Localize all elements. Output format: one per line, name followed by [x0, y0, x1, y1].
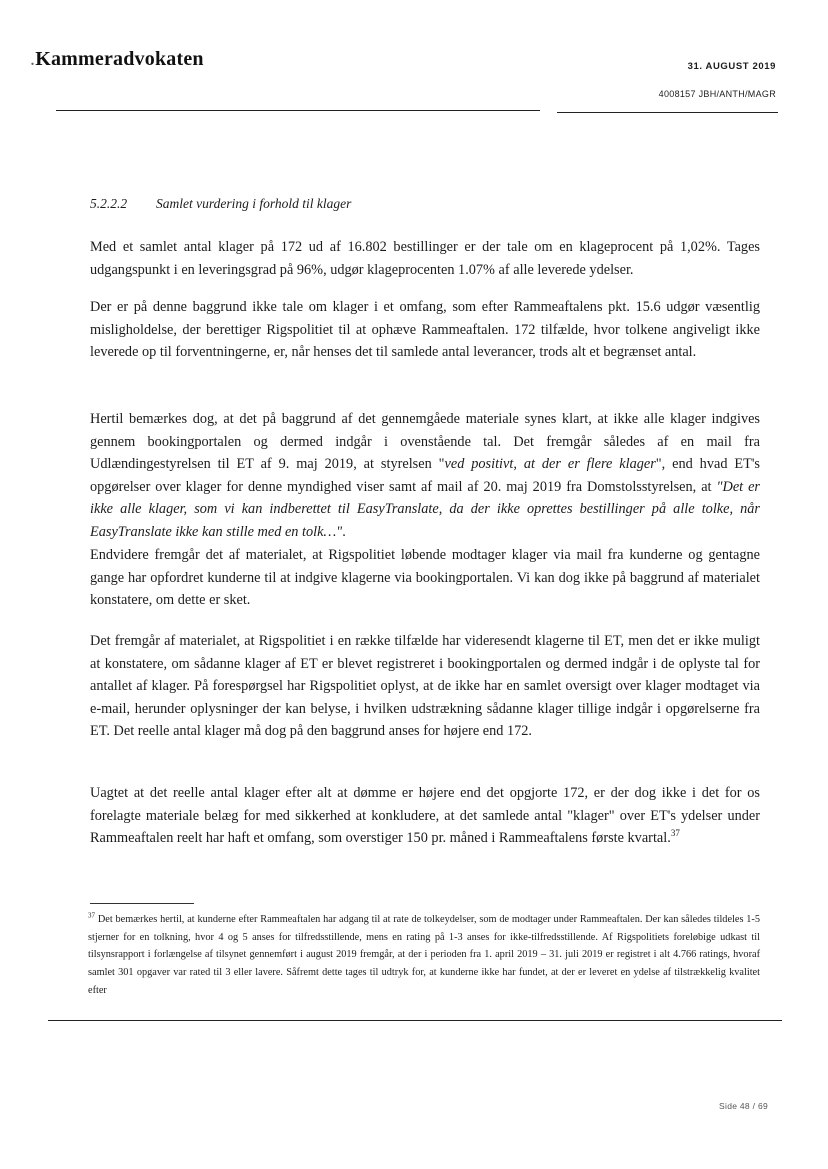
- paragraph-5: Det fremgår af materialet, at Rigspolitiet i en række tilfælde har videresendt klagerne til ET, men det er ikke muligt at konstatere, om sådanne klager af ET er blevet registreret i bookingportalen og dermed indgår i de oplyste tal for antallet af klager. På forespørgsel har Rigspolitiet oplyst, at de ikke har en samlet oversigt over klager modtaget via e-mail, herunder oplysninger der kan belyse, i hvilken udstrækning sådanne klager tillige indgår i opgørelserne fra ET. Det reelle antal klager må dog på den baggrund anses for højere end 172.: [90, 633, 760, 740]
- paragraph-3-quote-2: "Det er ikke alle klager, som vi kan indberettet til EasyTranslate, da der ikke oprettes bestillinger på alle tolke, når EasyTranslate ikke kan stille med en tolk…": [90, 478, 760, 540]
- section-title: Samlet vurdering i forhold til klager: [156, 196, 352, 211]
- header-rule-right: [557, 112, 778, 113]
- paragraph-1: Med et samlet antal klager på 172 ud af 16.802 bestillinger er der tale om en klageprocent på 1,02%. Tages udgangspunkt i en leveringsgrad på 96%, udgør klageprocenten 1.07% af alle leverede ydelser.: [90, 239, 760, 278]
- header-rule-left: [56, 110, 540, 111]
- document-date: 31. AUGUST 2019: [687, 61, 776, 72]
- paragraph-3-quote-1: ved positivt, at der er flere klager: [444, 456, 656, 473]
- footer-rule: [48, 1020, 782, 1021]
- paragraph-3: [90, 408, 760, 544]
- footnote-text: Det bemærkes hertil, at kunderne efter Rammeaftalen har adgang til at rate de tolkeydelser, som de modtager under Rammeaftalen. Der kan således tildeles 1-5 stjerner for en tolkning, hvor 4 og 5 anses for tilfredsstillende, mens en rating på 1-3 anses for ikke-tilfredsstillende. Af Rigspolitiets foreløbige udkast til tilsynsrapport i forlængelse af tilsynet gennemført i august 2019 fremgår, at der i perioden fra 1. april 2019 – 31. juli 2019 er registret i alt 4.766 ratings, hvoraf samlet 301 opgaver var rated til 3 eller lavere. Såfremt dette tages til udtryk for, at kunderne ikke har fundet, at der er leveret en ydelse af tilstrækkelig kvalitet efter: [88, 914, 761, 996]
- footnote-reference[interactable]: 37: [670, 828, 680, 839]
- logo-dot: .: [30, 48, 36, 70]
- paragraph-4: Endvidere fremgår det af materialet, at Rigspolitiet løbende modtager klager via mail fra kunderne og gentagne gange har opfordret kunderne til at indgive klagerne via bookingportalen. Vi kan dog ikke på baggrund af materialet konstatere, om dette er sket.: [90, 547, 760, 609]
- section-heading: [90, 196, 351, 212]
- paragraph-6-text: Uagtet at det reelle antal klager efter alt at dømme er højere end det opgjorte 172, er der dog ikke i det for os forelagte materiale belæg for med sikkerhed at konkludere, at det samlede antal "klager" over ET's ydelser under Rammeaftalen reelt har haft et omfang, som overstiger 150 pr. måned i Rammeaftalens første kvartal.: [90, 785, 760, 847]
- footnote: [88, 911, 760, 1000]
- logo: [30, 48, 204, 71]
- paragraph-2: Der er på denne baggrund ikke tale om klager i et omfang, som efter Rammeaftalens pkt. 15.6 udgør væsentlig misligholdelse, der berettiger Rigspolitiet til at ophæve Rammeaftalen. 172 tilfælde, hvor tolkene angiveligt ikke leverede op til forventningerne, er, når henses det til samlede antal leverancer, trods alt et begrænset antal.: [90, 299, 760, 361]
- logo-text: Kammeradvokaten: [35, 48, 204, 70]
- paragraph-3-part-a: Hertil bemærkes dog, at det på baggrund af det gennemgåede materiale synes klart, at ikke alle klager indgives gennem bookingportalen og dermed indgår i ovenstående tal. Det fremgår således af en mail fra Udlændingestyrelsen til ET af 9. maj 2019, at styrelsen ": [90, 411, 760, 473]
- paragraph-3-part-c: .: [342, 523, 346, 540]
- footnote-rule: [90, 903, 194, 904]
- footnote-mark: 37: [88, 911, 95, 920]
- paragraph-3-part-b: ", end hvad ET's opgørelser over klager for denne myndighed viser samt af mail af 20. maj 2019 fra Domstolsstyrelsen, at: [90, 456, 760, 495]
- paragraph-6: [90, 782, 760, 850]
- page-number: Side 48 / 69: [719, 1101, 768, 1111]
- document-reference: 4008157 JBH/ANTH/MAGR: [658, 89, 776, 99]
- section-number: 5.2.2.2: [90, 196, 128, 211]
